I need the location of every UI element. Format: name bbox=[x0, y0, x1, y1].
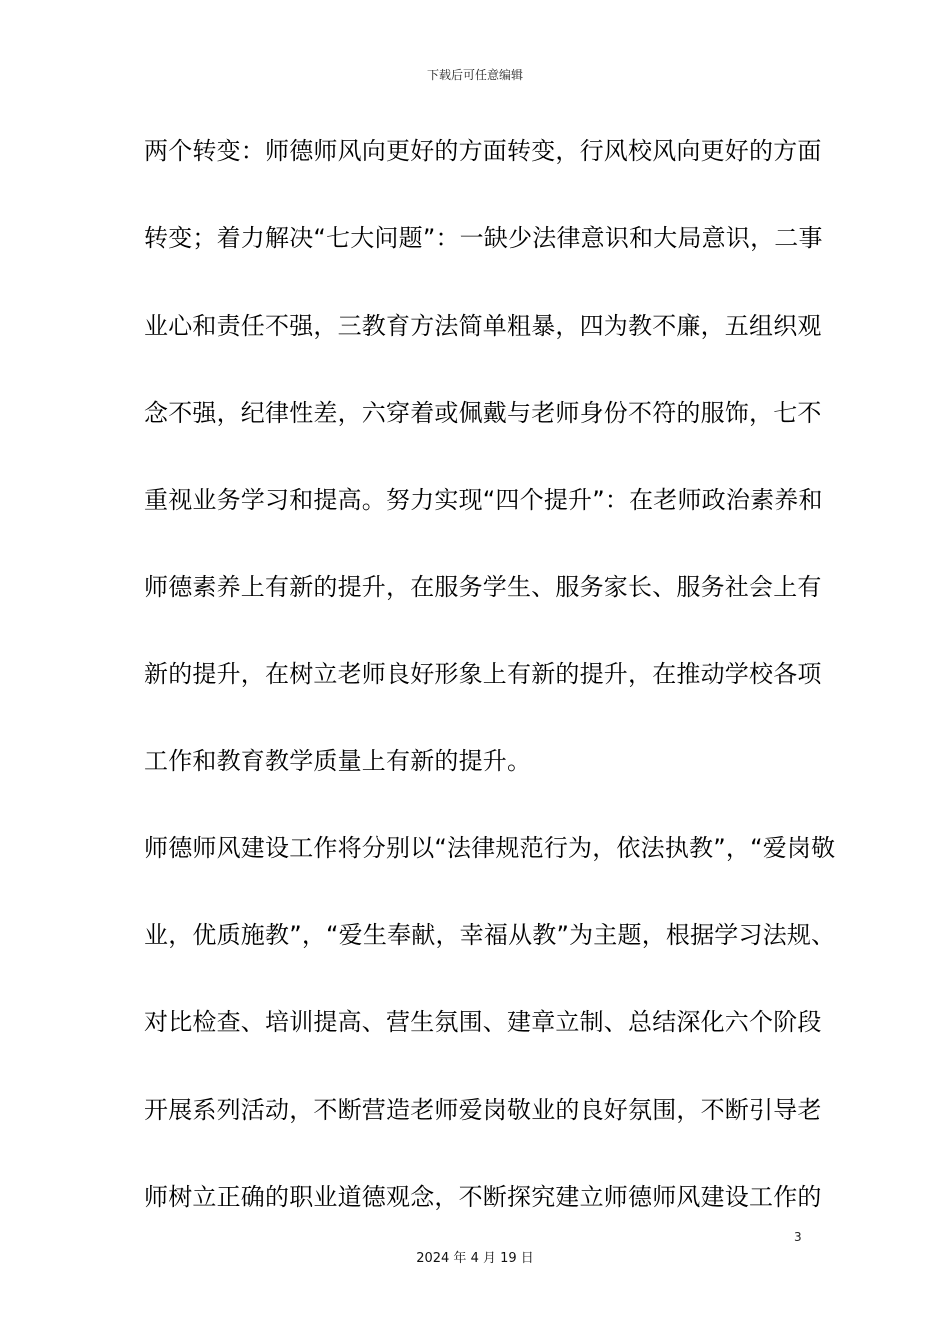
body-text-line: 业心和责任不强，三教育方法简单粗暴，四为教不廉，五组织观 bbox=[144, 312, 822, 340]
body-text-line: 对比检查、培训提高、营生氛围、建章立制、总结深化六个阶段 bbox=[144, 1008, 822, 1036]
body-text-line: 重视业务学习和提高。努力实现“四个提升”：在老师政治素养和 bbox=[144, 486, 823, 514]
page-header: 下载后可任意编辑 bbox=[426, 68, 523, 82]
body-text-line: 开展系列活动，不断营造老师爱岗敬业的良好氛围，不断引导老 bbox=[144, 1096, 822, 1124]
body-text-line: 工作和教育教学质量上有新的提升。 bbox=[144, 747, 532, 775]
body-text-line: 业，优质施教”，“爱生奉献，幸福从教”为主题，根据学习法规、 bbox=[144, 921, 836, 949]
page-number: 3 bbox=[794, 1230, 802, 1244]
footer-date: 2024 年 4 月 19 日 bbox=[416, 1251, 534, 1266]
body-text-line: 两个转变：师德师风向更好的方面转变，行风校风向更好的方面 bbox=[144, 137, 822, 165]
body-text-line: 转变；着力解决“七大问题”：一缺少法律意识和大局意识，二事 bbox=[144, 224, 823, 252]
body-text-line: 师德素养上有新的提升，在服务学生、服务家长、服务社会上有 bbox=[144, 573, 822, 601]
body-text-line: 师德师风建设工作将分别以“法律规范行为，依法执教”，“爱岗敬 bbox=[144, 834, 836, 862]
body-text-line: 师树立正确的职业道德观念，不断探究建立师德师风建设工作的 bbox=[144, 1183, 822, 1211]
body-text-line: 念不强，纪律性差，六穿着或佩戴与老师身份不符的服饰，七不 bbox=[144, 399, 822, 427]
body-text-line: 新的提升，在树立老师良好形象上有新的提升，在推动学校各项 bbox=[144, 660, 822, 688]
